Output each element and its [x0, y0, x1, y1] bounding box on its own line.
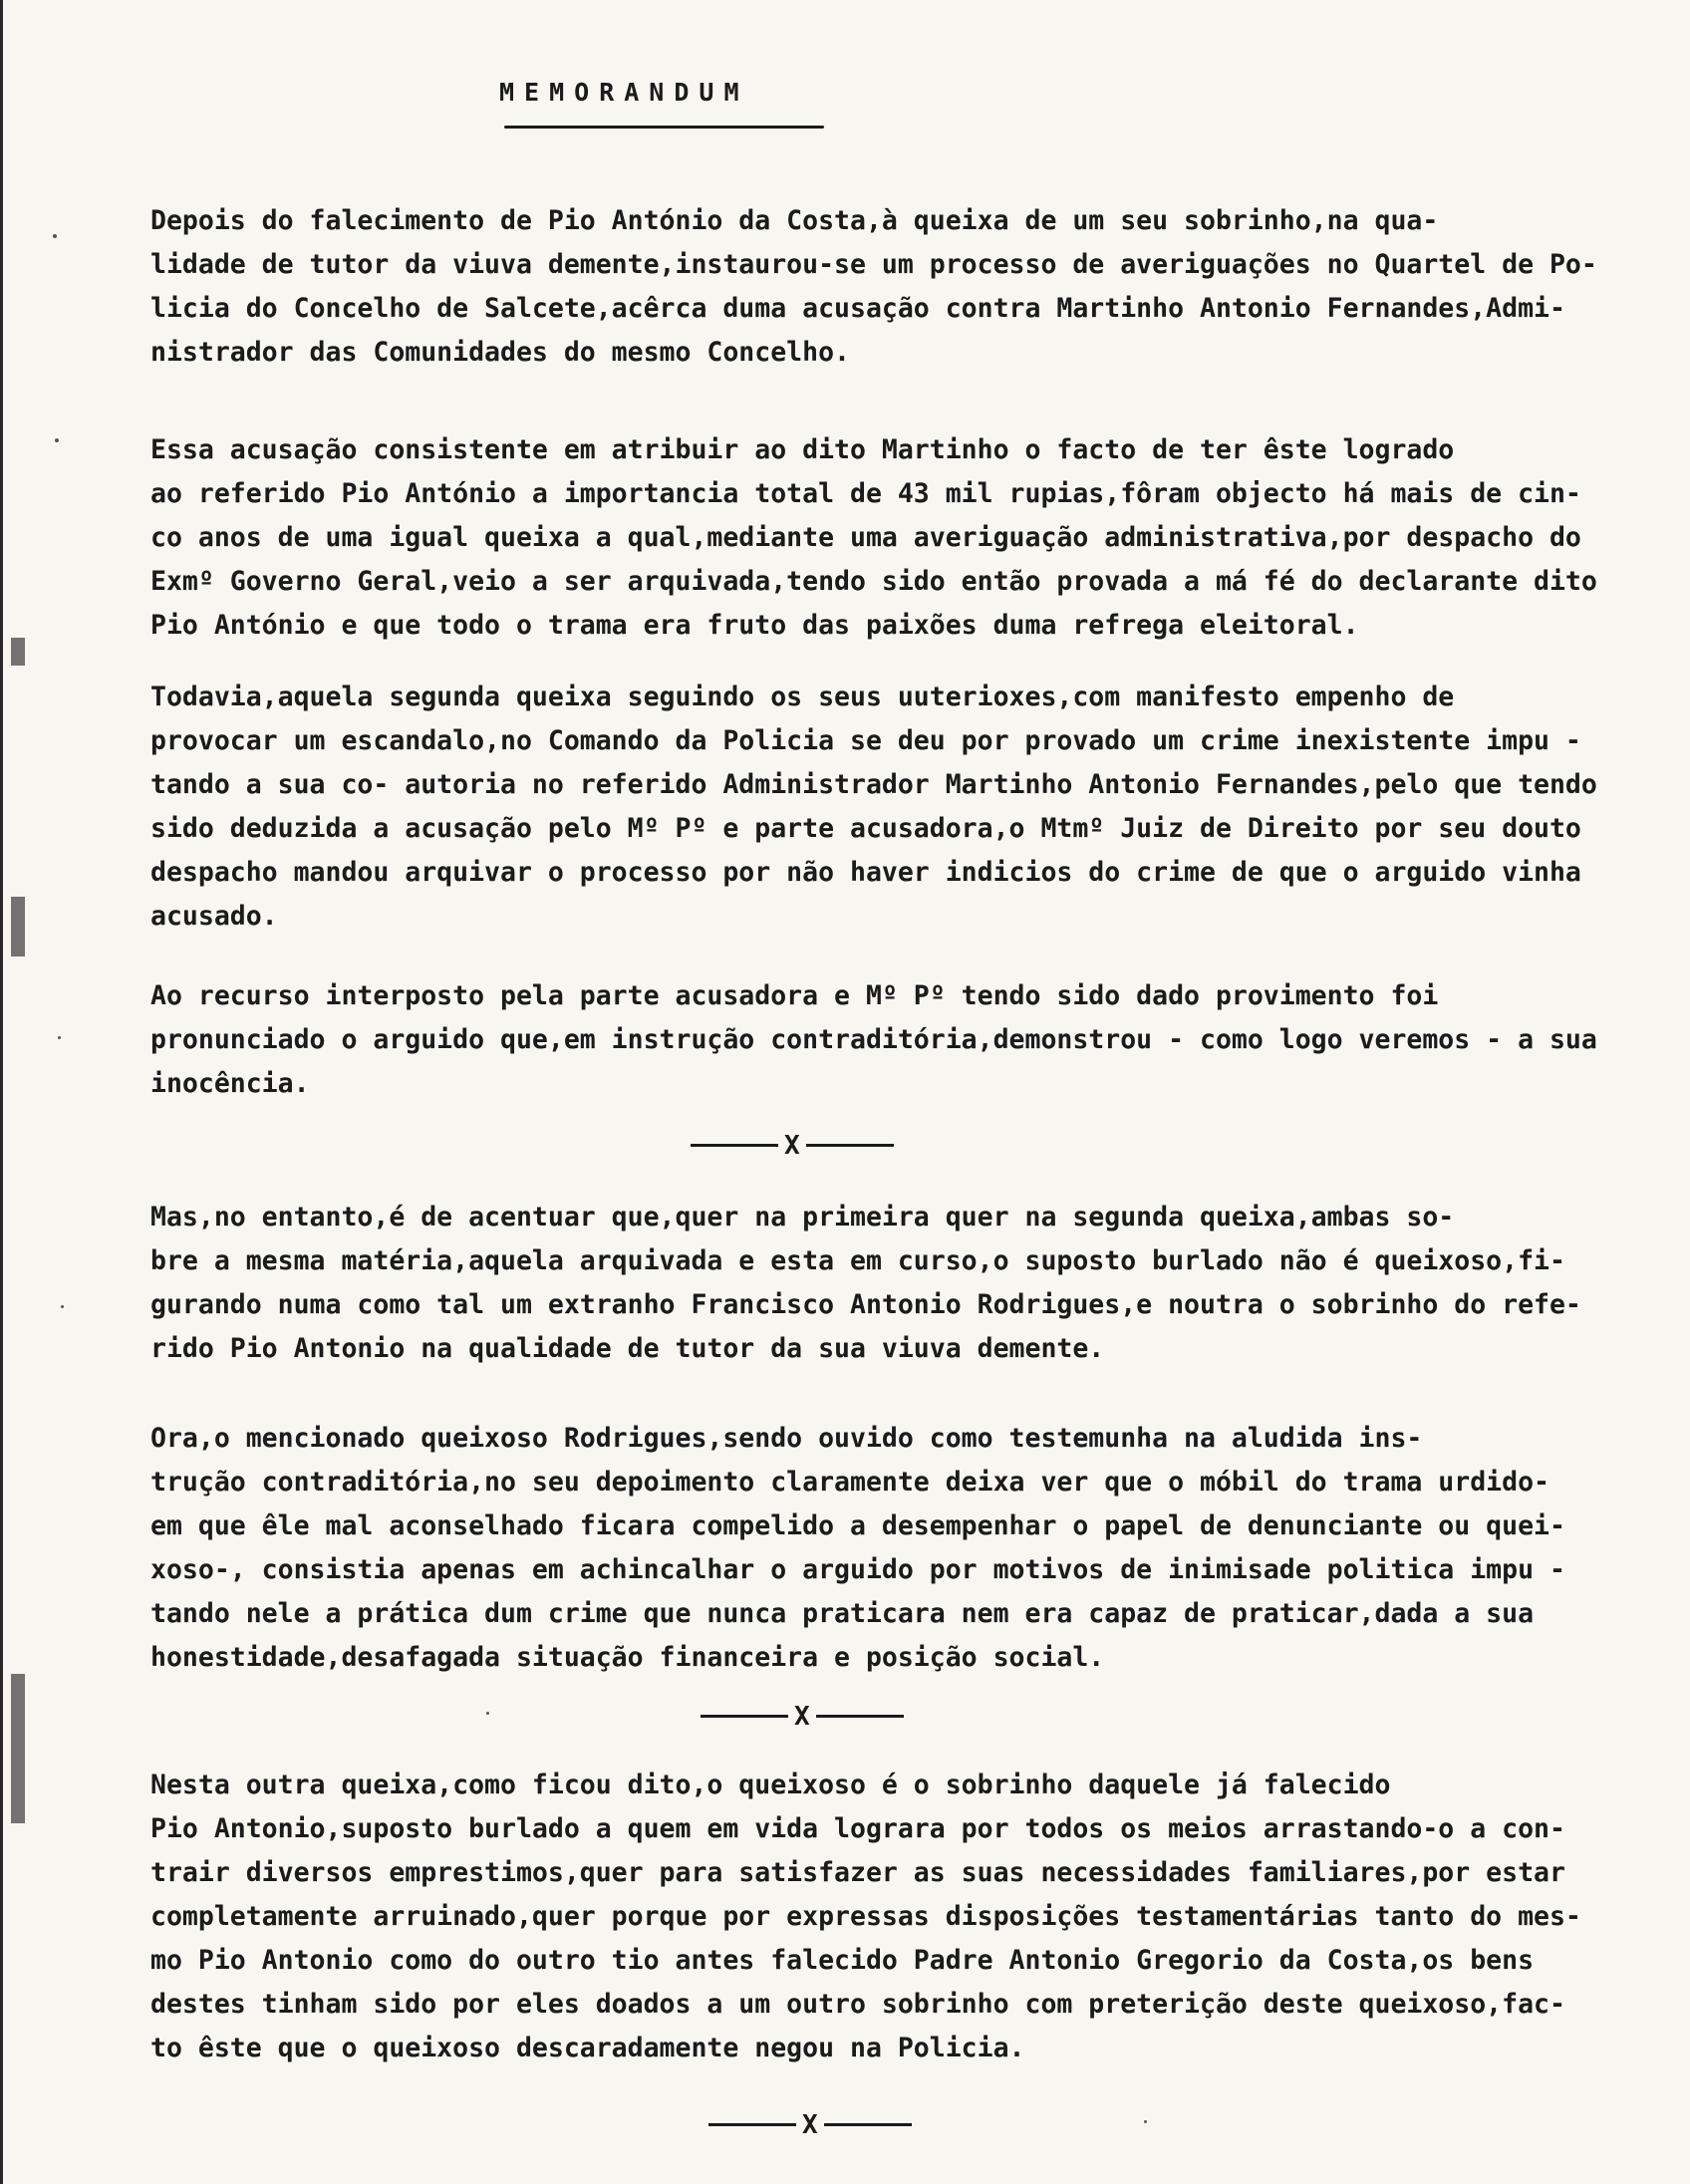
separator-mark: X [784, 1130, 800, 1161]
scan-speck [55, 438, 59, 442]
separator-dash [691, 1144, 778, 1147]
section-separator-2 [701, 1701, 904, 1732]
memo-title: MEMORANDUM [499, 78, 749, 107]
paragraph-7: Nesta outra queixa,como ficou dito,o queixoso é o sobrinho daquele já falecido Pio Antonio,suposto burlado a quem em vida lograra por todos os meios arrastando-o a con- trair diversos emprestimos,quer para satisfazer as suas necessidades familiares,por estar completamente arruinado,quer porque por expressas disposições testamentárias tanto do mes- mo Pio Antonio como do outro tio antes falecido Padre Antonio Gregorio da Costa,os bens destes tinham sido por eles doados a um outro sobrinho com preterição deste queixoso,fac- to êste que o queixoso descaradamente negou na Policia. [150, 1770, 1581, 2063]
separator-dash [816, 1715, 904, 1718]
scan-artifact [11, 1674, 25, 1823]
section-separator-3 [708, 2109, 912, 2140]
scan-artifact [11, 897, 25, 956]
separator-mark: X [802, 2109, 818, 2140]
scan-artifact [11, 638, 25, 666]
section-separator-1 [691, 1130, 894, 1161]
paragraph-2: Essa acusação consistente em atribuir ao dito Martinho o facto de ter êste logrado ao referido Pio António a importancia total de 43 mil rupias,fôram objecto há mais de cin- co anos de uma igual queixa a qual,mediante uma averiguação administrativa,por despacho do Exmº Governo Geral,veio a ser arquivada,tendo sido então provada a má fé do declarante dito Pio António e que todo o trama era fruto das paixões duma refrega eleitoral. [150, 434, 1597, 641]
scan-speck [486, 1712, 489, 1715]
paragraph-1: Depois do falecimento de Pio António da Costa,à queixa de um seu sobrinho,na qua- lidade de tutor da viuva demente,instaurou-se um processo de averiguações no Quartel de Po- licia do Concelho de Salcete,acêrca duma acusação contra Martinho Antonio Fernandes,Admi- nistrador das Comunidades do mesmo Concelho. [150, 205, 1597, 368]
paragraph-6: Ora,o mencionado queixoso Rodrigues,sendo ouvido como testemunha na aludida ins- trução contraditória,no seu depoimento claramente deixa ver que o móbil do trama urdido- em que êle mal aconselhado ficara compelido a desempenhar o papel de denunciante ou quei- xoso-, consistia apenas em achincalhar o arguido por motivos de inimisade politica impu - tando nele a prática dum crime que nunca praticara nem era capaz de praticar,dada a sua honestidade,desafagada situação financeira e posição social. [150, 1423, 1565, 1673]
paragraph-5: Mas,no entanto,é de acentuar que,quer na primeira quer na segunda queixa,ambas so- bre a mesma matéria,aquela arquivada e esta em curso,o suposto burlado não é queixoso,fi- gurando numa como tal um extranho Francisco Antonio Rodrigues,e noutra o sobrinho do refe- rido Pio Antonio na qualidade de tutor da sua viuva demente. [150, 1202, 1581, 1364]
paragraph-3: Todavia,aquela segunda queixa seguindo os seus uuterioxes,com manifesto empenho de provocar um escandalo,no Comando da Policia se deu por provado um crime inexistente impu - tando a sua co- autoria no referido Administrador Martinho Antonio Fernandes,pelo que tendo sido deduzida a acusação pelo Mº Pº e parte acusadora,o Mtmº Juiz de Direito por seu douto despacho mandou arquivar o processo por não haver indicios do crime de que o arguido vinha acusado. [150, 682, 1597, 932]
scan-speck [53, 234, 57, 238]
separator-mark: X [794, 1701, 810, 1732]
scan-speck [1144, 2120, 1147, 2123]
scan-speck [61, 1305, 64, 1308]
separator-dash [824, 2123, 912, 2126]
separator-dash [701, 1715, 788, 1718]
separator-dash [806, 1144, 894, 1147]
paragraph-4: Ao recurso interposto pela parte acusadora e Mº Pº tendo sido dado provimento foi pronunciado o arguido que,em instrução contraditória,demonstrou - como logo veremos - a sua inocência. [150, 980, 1597, 1099]
scan-speck [58, 1036, 61, 1039]
title-underline [504, 126, 824, 129]
separator-dash [708, 2123, 796, 2126]
